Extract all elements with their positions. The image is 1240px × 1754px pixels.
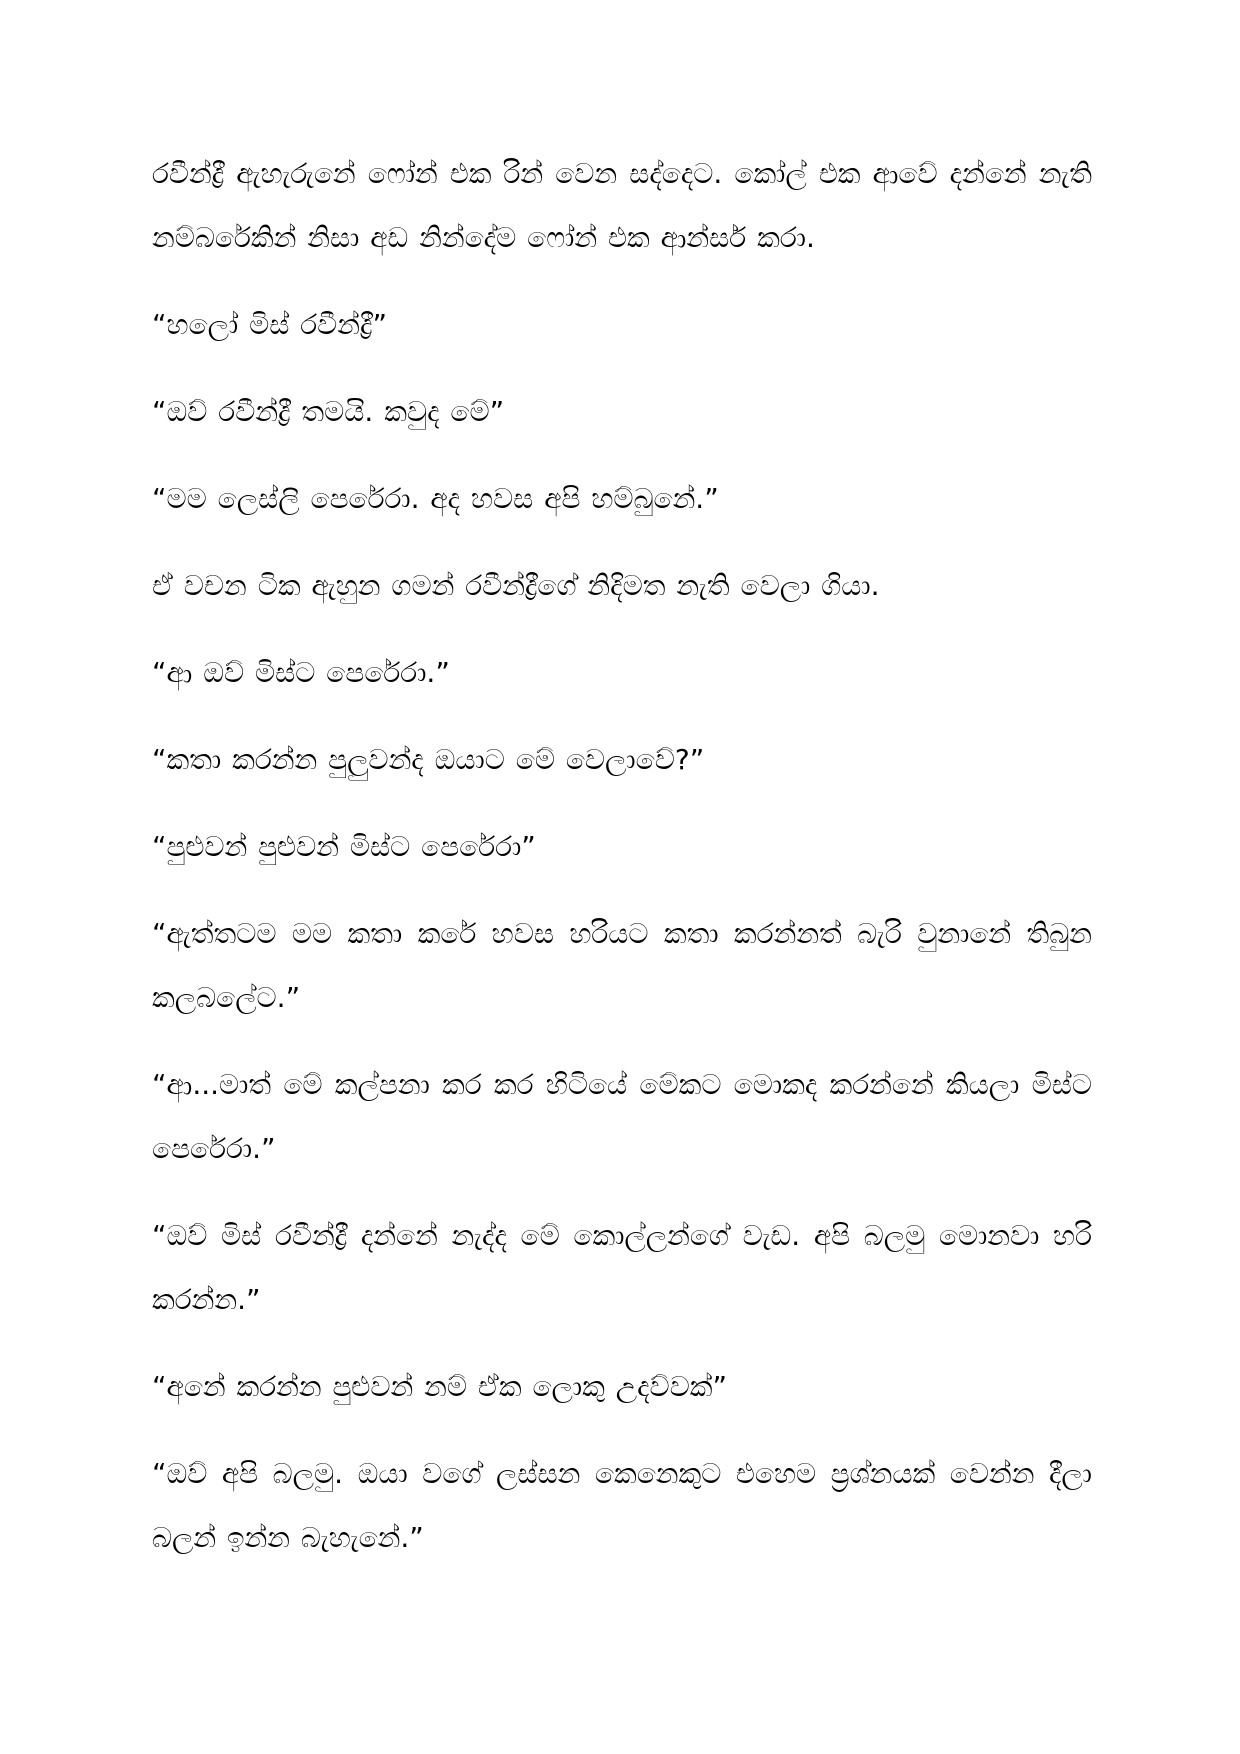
paragraph-13: “ඔව් අපි බලමු. ඔයා වගේ ලස්සන කෙනෙකුට එහෙම ප්‍රශ්නයක් වෙන්න දීලා බලන් ඉන්න බැහැනේ.” xyxy=(152,1457,1092,1554)
paragraph-2: “හලෝ මිස් රවීන්ද්‍රී” xyxy=(152,308,387,341)
paragraph-3: “ඔව් රවීන්ද්‍රී තමයි. කවුද මේ” xyxy=(152,395,505,428)
document-body xyxy=(152,142,1092,1593)
paragraph-10: “ආ...මාත් මේ කල්පනා කර කර හිටියේ මේකට මොකද කරන්නේ කියලා මිස්ට පෙරේරා.” xyxy=(152,1068,1092,1165)
paragraph-8: “පුළුවන් පුළුවන් මිස්ට පෙරේරා” xyxy=(152,830,536,863)
paragraph-7: “කතා කරන්න පුලුවන්ද ඔයාට මේ වෙලාවේ?” xyxy=(152,743,705,776)
paragraph-11: “ඔව් මිස් රවීන්ද්‍රී දන්නේ නැද්ද මේ කොල්ලන්ගේ වැඩ. අපි බලමු මොනවා හරි කරන්න.” xyxy=(152,1219,1092,1316)
paragraph-9: “ඇත්තටම මම කතා කරේ හවස හරියට කතා කරන්නත් බැරි වුනානේ තිබුන කලබලේට.” xyxy=(152,917,1092,1014)
paragraph-12: “අනේ කරන්න පුළුවන් නම් ඒක ලොකු උදව්වක්” xyxy=(152,1370,728,1403)
paragraph-5: ඒ වචන ටික ඇහුන ගමන් රවීන්ද්‍රීගේ නිදිමත නැති වෙලා ගියා. xyxy=(152,569,880,602)
paragraph-1: රවීන්ද්‍රී ඇහැරුනේ ෆෝන් එක රින් වෙන සද්දෙට. කෝල් එක ආවේ දන්නේ නැති නම්බරේකින් නිසා අඩ නින්දේම ෆෝන් එක ආන්සර් කරා. xyxy=(152,157,1092,254)
paragraph-6: “ආ ඔව් මිස්ට පෙරේරා.” xyxy=(152,656,450,689)
paragraph-4: “මම ලෙස්ලි පෙරේරා. අද හවස අපි හම්බුනේ.” xyxy=(152,482,719,515)
